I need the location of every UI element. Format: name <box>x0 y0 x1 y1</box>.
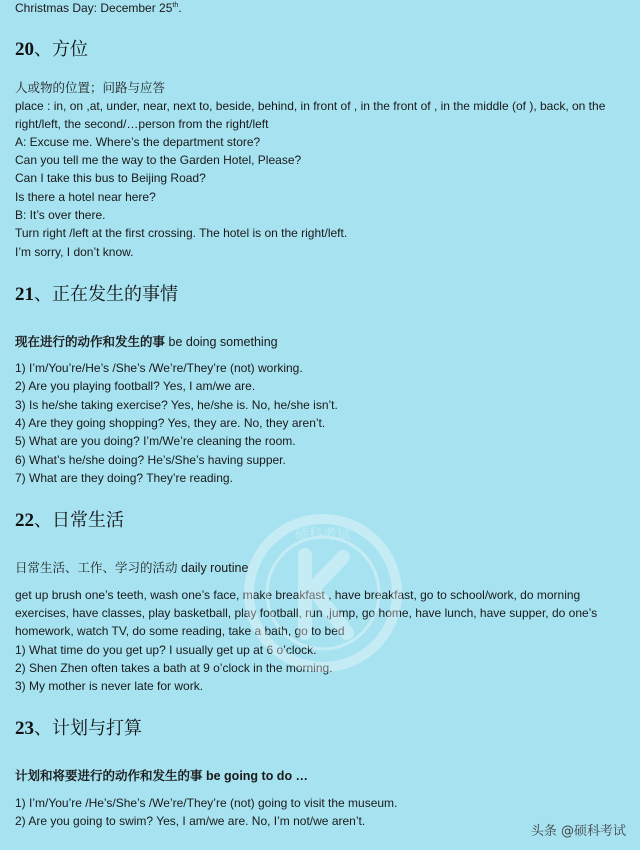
section-21-heading <box>15 283 178 307</box>
section-20-line-8: I’m sorry, I don’t know. <box>15 245 134 259</box>
section-21-line-5: 5) What are you doing? I’m/We’re cleaning the room. <box>15 434 296 448</box>
section-21-line-6: 6) What’s he/she doing? He’s/She’s having supper. <box>15 453 286 467</box>
christmas-line <box>15 0 182 17</box>
section-20-title: 、方位 <box>34 39 88 60</box>
section-20-line-4: Can I take this bus to Beijing Road? <box>15 171 206 185</box>
section-22-number: 22 <box>15 510 34 531</box>
section-23-heading <box>15 717 142 741</box>
section-22-subtitle: 日常生活、工作、学习的活动 daily routine <box>15 560 249 575</box>
christmas-tail: . <box>178 1 182 15</box>
section-22-line-1: get up brush one’s teeth, wash one’s face, make breakfast , have breakfast, go to school/work, do morning exercises, have classes, play basketball, play football, run ,jump, go home, have lunch, have supper, do one’s homework, watch TV, do some reading, take a bath, go to bed <box>15 588 598 638</box>
section-20-line-2: A: Excuse me. Where’s the department store? <box>15 135 261 149</box>
section-20-line-7: Turn right /left at the first crossing. The hotel is on the right/left. <box>15 226 348 240</box>
section-20-number: 20 <box>15 39 34 60</box>
section-22-line-2: 1) What time do you get up? I usually get up at 6 o’clock. <box>15 643 317 657</box>
section-22-line-3: 2) Shen Zhen often takes a bath at 9 o’clock in the morning. <box>15 661 333 675</box>
christmas-sup: th <box>172 2 179 9</box>
section-22-title: 、日常生活 <box>34 510 124 531</box>
section-20-line-5: Is there a hotel near here? <box>15 190 156 204</box>
section-23-title: 、计划与打算 <box>34 718 142 739</box>
section-21-line-7: 7) What are they doing? They’re reading. <box>15 471 233 485</box>
section-23-line-2: 2) Are you going to swim? Yes, I am/we are. No, I’m not/we aren’t. <box>15 814 366 828</box>
section-23-subtitle: 计划和将要进行的动作和发生的事 be going to do … <box>15 768 309 783</box>
section-22-line-4: 3) My mother is never late for work. <box>15 679 204 693</box>
section-21-line-2: 2) Are you playing football? Yes, I am/we are. <box>15 379 256 393</box>
section-21-number: 21 <box>15 284 34 305</box>
section-21-subtitle: 现在进行的动作和发生的事 be doing something <box>15 334 278 349</box>
section-20-subtitle: 人或物的位置；问路与应答 <box>15 80 166 95</box>
section-21-line-4: 4) Are they going shopping? Yes, they are. No, they aren’t. <box>15 416 326 430</box>
section-21-line-3: 3) Is he/she taking exercise? Yes, he/she is. No, he/she isn’t. <box>15 398 338 412</box>
section-20-line-6: B: It’s over there. <box>15 208 106 222</box>
section-21-line-1: 1) I’m/You’re/He’s /She’s /We’re/They’re (not) working. <box>15 361 303 375</box>
section-21-title: 、正在发生的事情 <box>34 284 178 305</box>
footer-source: 头条 @硕科考试 <box>530 824 626 839</box>
section-23-line-1: 1) I’m/You’re /He’s/She’s /We’re/They’re (not) going to visit the museum. <box>15 796 398 810</box>
section-23-number: 23 <box>15 718 34 739</box>
watermark-text: 硕科考试 <box>295 527 351 543</box>
section-20-line-3: Can you tell me the way to the Garden Hotel, Please? <box>15 153 302 167</box>
section-20-heading <box>15 38 88 62</box>
section-20-line-1: place : in, on ,at, under, near, next to, beside, behind, in front of , in the front of , in the middle (of ), back, on the right/left, the second/…person from the right/left <box>15 99 606 131</box>
christmas-text: Christmas Day: December 25 <box>15 1 173 15</box>
section-22-heading <box>15 509 124 533</box>
